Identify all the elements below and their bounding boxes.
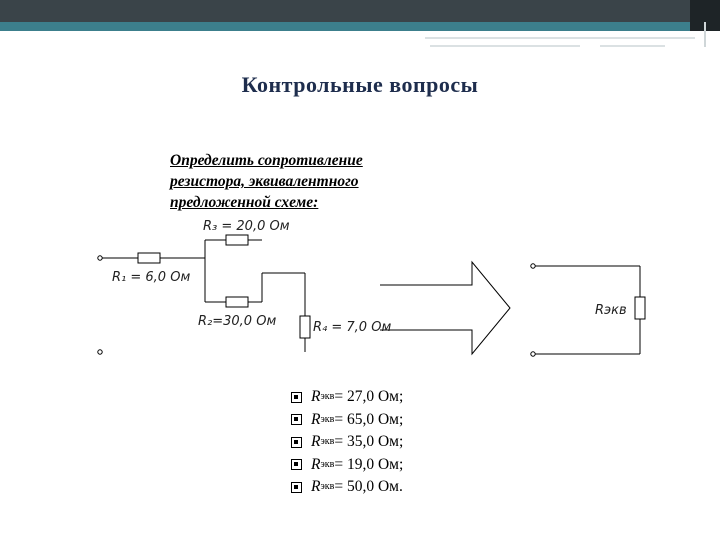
answer-symbol: R [311,455,321,473]
label-req: Rэкв [595,303,627,318]
label-r1: R₁ = 6,0 Ом [112,270,191,285]
answer-value: = 65,0 Ом; [334,410,404,428]
resistor-req [635,297,645,319]
checkbox-icon[interactable] [291,392,302,403]
resistor-r3 [226,235,248,245]
question-line: резистора, эквивалентного [170,173,359,190]
answer-subscript: экв [320,481,335,492]
answer-subscript: экв [320,458,335,470]
question-line: Определить сопротивление [170,152,363,169]
answer-symbol: R [311,433,321,450]
answer-symbol: R [311,410,321,428]
label-r4: R₄ = 7,0 Ом [313,320,392,335]
label-r3: R₃ = 20,0 Ом [203,219,290,234]
answer-subscript: экв [320,413,335,425]
terminal [98,256,102,260]
checkbox-icon[interactable] [291,414,302,425]
answer-subscript: экв [320,436,335,447]
answer-option[interactable] [291,454,403,477]
checkbox-icon[interactable] [291,437,302,448]
terminal [98,350,102,354]
terminal [531,264,535,268]
answer-option[interactable] [291,476,403,499]
slide-title: Контрольные вопросы [241,72,479,97]
question-line: предложенной схеме: [170,194,319,211]
answer-symbol: R [311,388,321,405]
answer-value: = 50,0 Ом. [334,478,403,495]
resistor-r2 [226,297,248,307]
answer-subscript: экв [320,391,335,402]
answer-value: = 27,0 Ом; [334,388,404,405]
answer-value: = 35,0 Ом; [334,433,404,450]
arrow-shape [380,262,510,354]
resistor-r1 [138,253,160,263]
terminal [531,352,535,356]
answer-option[interactable] [291,409,403,432]
answer-option[interactable] [291,431,403,454]
answer-symbol: R [311,478,321,495]
answer-option[interactable] [291,386,403,409]
answer-value: = 19,0 Ом; [334,455,404,473]
label-r2: R₂=30,0 Ом [198,314,277,329]
resistor-r4 [300,316,310,338]
checkbox-icon[interactable] [291,459,302,470]
answer-list [291,386,403,499]
checkbox-icon[interactable] [291,482,302,493]
